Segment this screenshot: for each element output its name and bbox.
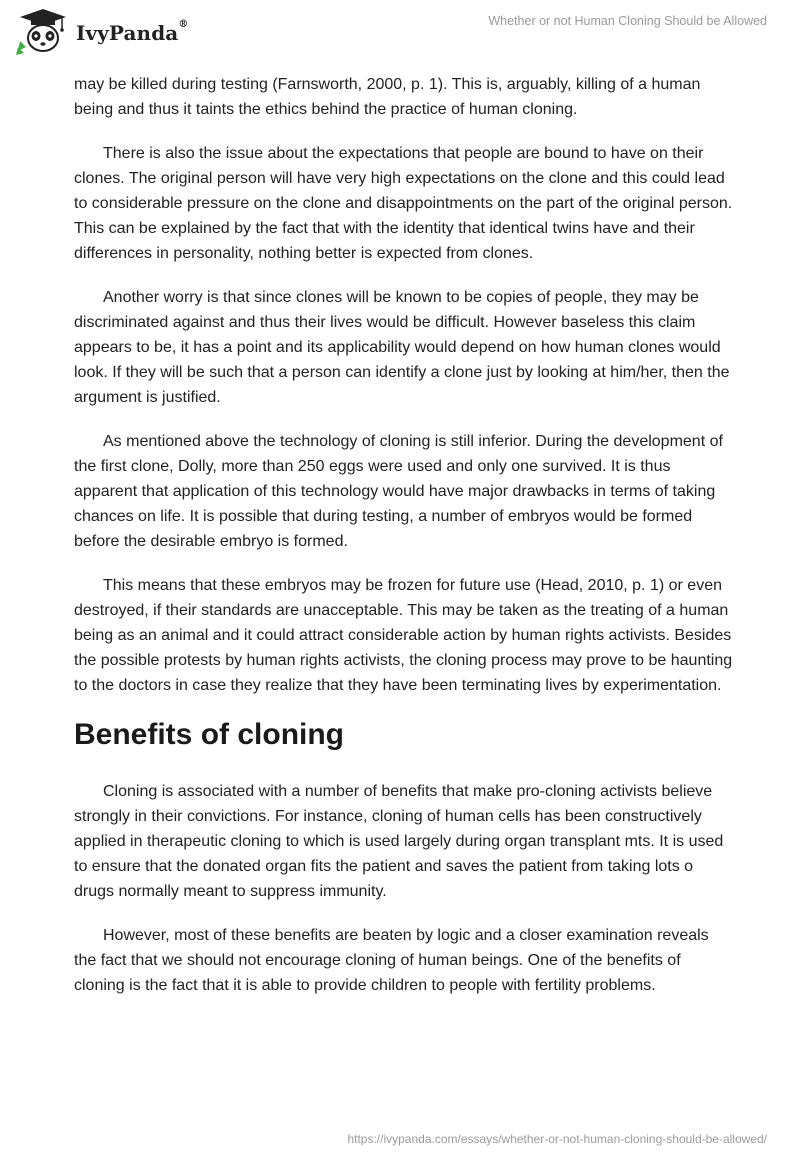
panda-graduate-icon	[14, 7, 72, 55]
paragraph: Another worry is that since clones will be known to be copies of people, they may be discriminated against and thus their lives would be difficult. However baseless this claim appears to be, it has a point and its applicability would depend on how human clones would look. If they will be such that a person can identify a clone just by looking at him/her, then the argument is justified.	[74, 289, 730, 406]
paragraph: This means that these embryos may be frozen for future use (Head, 2010, p. 1) or even destroyed, if their standards are unacceptable. This may be taken as the treating of a human being as an animal and it could attract considerable action by human rights activists. Besides the possible protests by human rights activists, the cloning process may prove to be haunting to the doctors in case they realize that they have been terminating lives by experimentation.	[74, 577, 733, 694]
page-header	[0, 0, 800, 70]
paragraph: However, most of these benefits are beaten by logic and a closer examination reveals the fact that we should not encourage cloning of human beings. One of the benefits of cloning is the fact that it is able to provide children to people with fertility problems.	[74, 927, 709, 994]
document-title: Whether or not Human Cloning Should be Allowed	[488, 14, 767, 28]
paragraph: may be killed during testing (Farnsworth, 2000, p. 1). This is, arguably, killing of a human being and thus it taints the ethics behind the practice of human cloning.	[74, 76, 701, 118]
paragraph: Cloning is associated with a number of benefits that make pro-cloning activists believe strongly in their convictions. For instance, cloning of human cells has been constructively applied in therapeutic cloning to which is used largely during organ transplant mts. It is used to ensure that the donated organ fits the patient and saves the patient from taking lots o drugs normally meant to suppress immunity.	[74, 783, 724, 900]
paragraph: There is also the issue about the expectations that people are bound to have on their clones. The original person will have very high expectations on the clone and this could lead to considerable pressure on the clone and disappointments on the part of the original person. This can be explained by the fact that with the identity that identical twins have and their differences in personality, nothing better is expected from clones.	[74, 145, 733, 262]
article-body	[74, 72, 734, 1017]
paragraph: As mentioned above the technology of cloning is still inferior. During the development of the first clone, Dolly, more than 250 eggs were used and only one survived. It is thus apparent that application of this technology would have major drawbacks in terms of taking chances on life. It is possible that during testing, a number of embryos would be formed before the desirable embryo is formed.	[74, 433, 723, 550]
section-heading: Benefits of cloning	[74, 718, 344, 751]
brand-name: IvyPanda®	[76, 19, 189, 45]
source-url: https://ivypanda.com/essays/whether-or-not-human-cloning-should-be-allowed/	[347, 1132, 767, 1146]
site-logo[interactable]	[14, 7, 188, 55]
